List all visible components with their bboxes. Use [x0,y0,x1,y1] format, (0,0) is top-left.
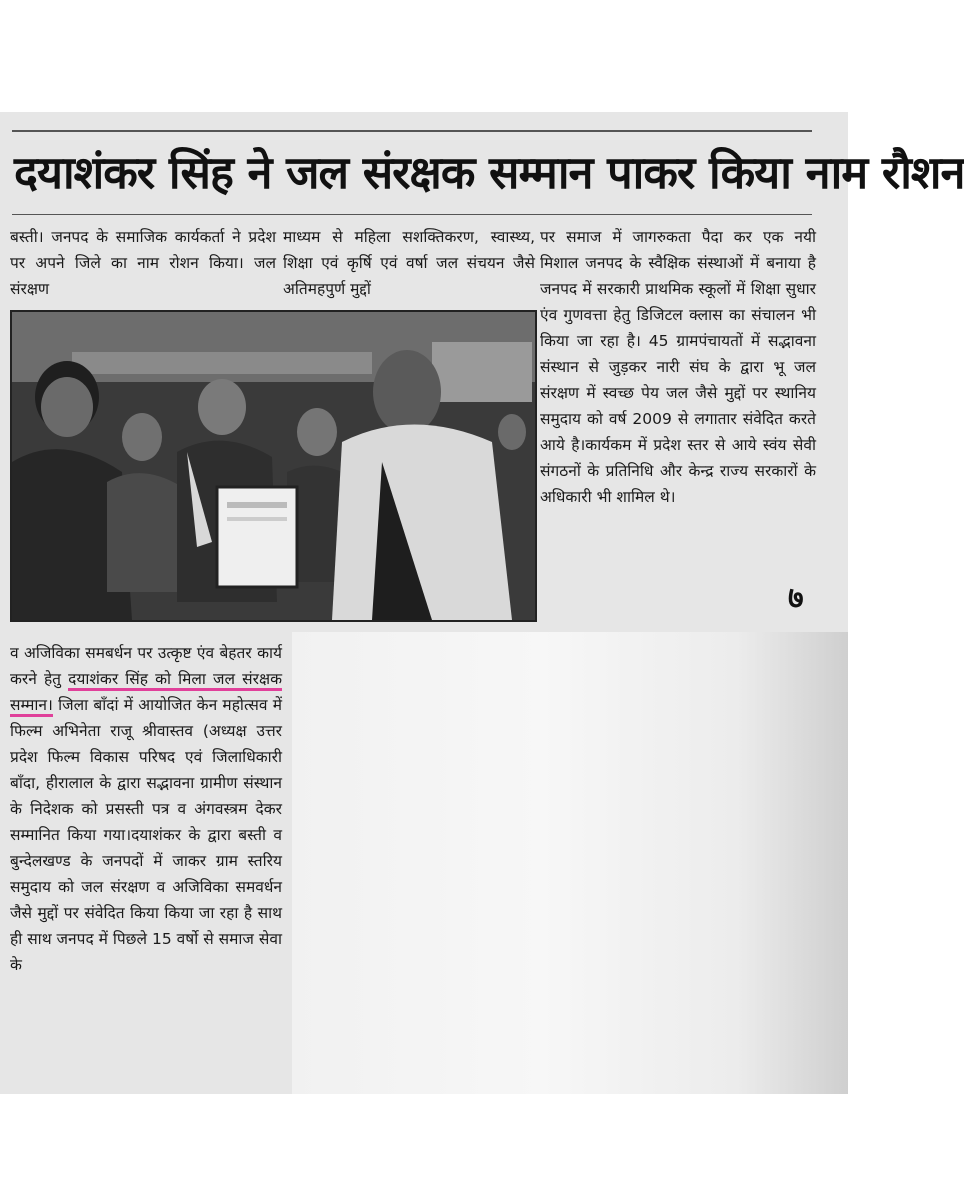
article-column-2: माध्यम से महिला सशक्तिकरण, स्वास्थ्य, शिक्षा एवं कृर्षि एवं वर्षा जल संचयन जैसे अतिमहपुर्ण मुद्दों [283,228,535,298]
headline-rule [12,214,812,215]
highlighted-text: दयाशंकर सिंह को मिला जल संरक्षक सम्मान। [10,670,282,717]
column-4-text-start: व अजिविका समबर्धन पर उत्कृष्ट एंव बेहतर कार्य करने हेतु [10,644,282,688]
headline: दयाशंकर सिंह ने जल संरक्षक सम्मान पाकर किया नाम रौशन [14,146,964,199]
article-column-3: पर समाज में जागरुकता पैदा कर एक नयी मिशाल जनपद के स्वैक्षिक संस्थाओं में बनाया है जनपद में सरकारी प्राथमिक स्कूलों में शिक्षा सुधार एंव गुणवत्ता हेतु डिजिटल क्लास का संचालन भी किया जा रहा है। 45 ग्रामपंचायतों में सद्भावना संस्थान से जुड़कर नारी संघ के द्वारा भू जल संरक्षण में स्वच्छ पेय जल जैसे मुद्दों पर स्थानिय समुदाय को वर्ष 2009 से लगातार संवेदित करते आये है।कार्यकम में प्रदेश स्तर से आये स्वंय सेवी संगठनों के प्रतिनिधि और केन्द्र राज्य सरकारों के अधिकारी भी शामिल थे। [540,228,816,506]
article-column-4 [10,640,282,1092]
article-column-1: बस्ती। जनपद के समाजिक कार्यकर्ता ने प्रदेश पर अपने जिले का नाम रोशन किया। जल संरक्षण [10,228,276,298]
award-ceremony-photo [10,310,537,622]
column-4-text-end: जिला बाँदां में आयोजित केन महोत्सव में फिल्म अभिनेता राजू श्रीवास्तव (अध्यक्ष उत्तर प्रदेश फिल्म विकास परिषद एवं जिलाधिकारी बाँदा, हीरालाल के द्वारा सद्भावना ग्रामीण संस्थान के निदेशक को प्रसस्ती पत्र व अंगवस्त्रम देकर सम्मानित किया गया।दयाशंकर के द्वारा बस्ती व बुन्देलखण्ड के जनपदों में जाकर ग्राम स्तरिय समुदाय को जल संरक्षण व अजिविका समवर्धन जैसे मुद्दों पर संवेदित किया किया जा रहा है साथ ही साथ जनपद में पिछले 15 वर्षो से समाज सेवा के [10,696,282,974]
handwritten-page-mark: ७ [788,581,804,616]
blank-paper-area [292,632,848,1094]
top-rule [12,130,812,132]
